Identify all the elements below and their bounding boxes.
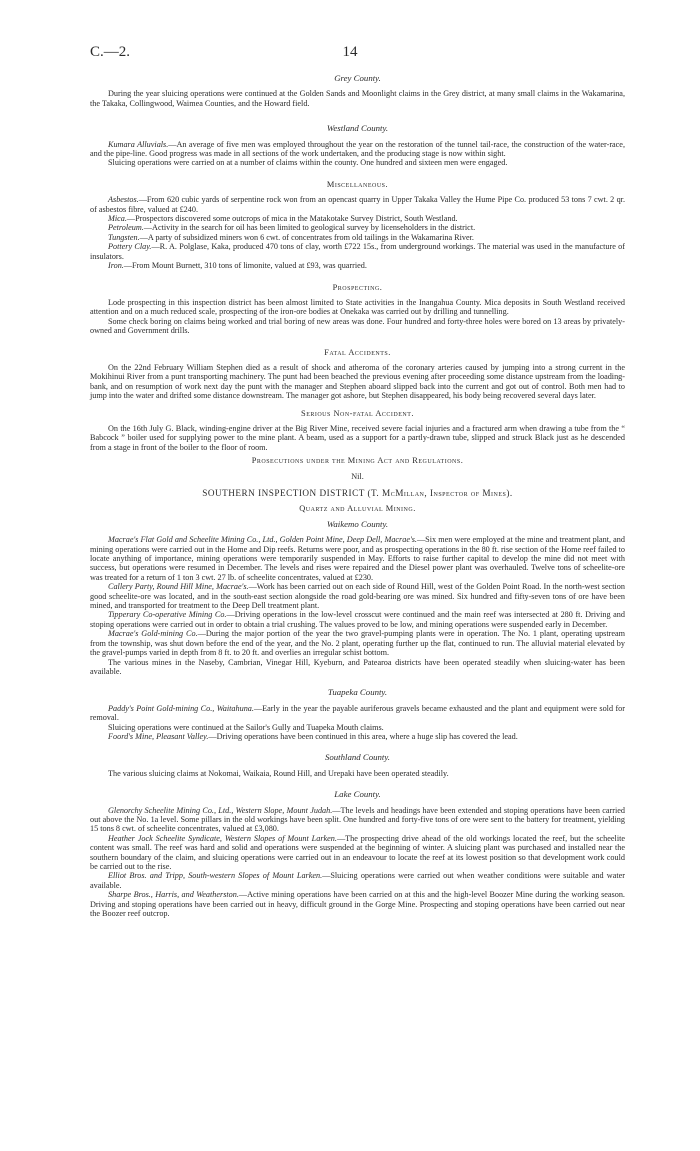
heading-tuapeka-county: Tuapeka County. [327,687,388,698]
paragraph: Sluicing operations were carried on at a number of claims within the county. One hundred and sixteen men were engaged. [108,158,508,168]
paragraph: Macrae's Gold-mining Co.—During the major portion of the year the two gravel-pumping plants were in operation. The No. 1 plant, operating upstream from the township, was shut down before the end of the year, and the No. 2 plant, operating further up the flat, continued to run. The alluvial material elevated by the gravel-pumps varied in depth from 8 ft. to 20 ft. and overlies an irregular schist bottom. [90,629,625,658]
heading-southland-county: Southland County. [324,752,390,763]
paragraph: Iron.—From Mount Burnett, 310 tons of limonite, valued at £93, was quarried. [108,261,367,271]
paragraph: Kumara Alluvials.—An average of five men was employed throughout the year on the restoration of the tunnel tail-race, the construction of the water-race, and the pipe-line. Good progress was made in all sections of the work undertaken, and the producing stage is now within sight. [90,139,625,159]
paragraph: Lode prospecting in this inspection district has been almost limited to State activities in the Inangahua County. Mica deposits in South Westland received attention and on a much reduced scale, prospecting of the iron-ore bodies at Onekaka was carried out by drilling and tunnelling. [90,297,625,317]
paragraph: Petroleum.—Activity in the search for oil has been limited to geological survey by licenseholders in the district. [108,223,476,233]
paragraph: Macrae's Flat Gold and Scheelite Mining Co., Ltd., Golden Point Mine, Deep Dell, Macrae's.—Six men were employed at the mine and treatment plant, and mining operations were carried out in the Home and Dip reefs. Returns were poor, and as prospecting operations in the 80 ft. rise section of the Home reef failed to locate anything of importance, mining operations were temporarily suspended in May. Efforts to raise further capital to develop the mine did not meet with success, but operations were resumed in December. The levels and rises were repaired and the Diesel power plant was overhauled. Twelve tons of scheelite-ore was treated for a return of 1 ton 3 cwt. 27 lb. of scheelite concentrates, valued at £230. [90,535,625,582]
paragraph: Paddy's Point Gold-mining Co., Waitahuna.—Early in the year the payable auriferous gravels became exhausted and the plant and equipment were sold for removal. [90,703,625,723]
paragraph: The various mines in the Naseby, Cambrian, Vinegar Hill, Kyeburn, and Patearoa districts have been operated steadily when sluicing-water has been available. [90,657,625,676]
paragraph: Sluicing operations were continued at the Sailor's Gully and Tuapeka Mouth claims. [108,722,384,732]
heading-grey-county: Grey County. [334,73,381,83]
paragraph: Elliot Bros. and Tripp, South-western Slopes of Mount Larken.—Sluicing operations were carried out when weather conditions were suitable and water available. [90,871,625,890]
paragraph: On the 22nd February William Stephen died as a result of shock and atheroma of the coronary arteries caused by jumping into a strong current in the Mokihinui River from a punt transporting machinery. The punt had been beached the previous evening after proceeding some distance upstream from the loading-bank, and on resumption of work next day the punt with the manager and Stephen aboard slipped back into the current and got out of control. Both men had to jump into the water and drifted some distance downstream. The manager got ashore, but Stephen disappeared, his body being recovered several days later. [90,362,625,401]
paragraph: Heather Jock Scheelite Syndicate, Western Slopes of Mount Larken.—The prospecting drive ahead of the old workings located the reef, but the scheelite content was small. The reef was hard and solid and operations were suspended at the beginning of winter. A sluicing plant was purchased and installed near the southern boundary of the claim, and sluicing operations were carried out in an endeavour to locate the reef at its lowest position so that development work could be carried out to the rise. [90,833,626,871]
heading-prosecutions: Prosecutions under the Mining Act and Regulations. [251,456,464,466]
heading-lake-county: Lake County. [334,789,381,800]
paragraph: Pottery Clay.—R. A. Polglase, Kaka, produced 470 tons of clay, worth £722 15s., from underground workings. The material was used in the manufacture of insulators. [90,242,625,261]
paragraph: Tungsten.—A party of subsidized miners won 6 cwt. of concentrates from old tailings in the Wakamarina River. [108,232,474,242]
text-column [90,70,625,918]
paragraph: Asbestos.—From 620 cubic yards of serpentine rock won from an opencast quarry in Upper Takaka Valley the Hume Pipe Co. produced 53 tons 7 cwt. 2 qr. of asbestos fibre, valued at £240. [90,195,625,214]
paragraph: Some check boring on claims being worked and trial boring of new areas was done. Four hundred and forty-three holes were bored on 13 areas by privately-owned and Government drills. [90,316,625,336]
paragraph: The various sluicing claims at Nokomai, Waikaia, Round Hill, and Urepaki have been operated steadily. [108,768,449,778]
paragraph: Sharpe Bros., Harris, and Weatherston.—Active mining operations have been carried on at this and the high-level Boozer Mine during the working season. Driving and stoping operations have been carried out in heavy, difficult ground in the Gorge Mine. Prospecting and stoping operations have been carried out near the Boozer reef outcrop. [90,890,625,919]
document-code: C.—2. [90,44,131,60]
heading-miscellaneous: Miscellaneous. [326,179,389,189]
heading-quartz-alluvial: Quartz and Alluvial Mining. [299,504,416,514]
paragraph: Mica.—Prospectors discovered some outcrops of mica in the Matakotake Survey District, South Westland. [108,214,458,224]
heading-southern-district: SOUTHERN INSPECTION DISTRICT (T. McMillan, Inspector of Mines). [202,488,513,498]
paragraph: Tipperary Co-operative Mining Co.—Driving operations in the low-level crosscut were continued and the main reef was intersected at 280 ft. Driving and stoping operations were carried out in order to obtain a trial crushing. The values proved to be low, and mining operations were suspended early in December. [90,610,625,629]
paragraph: Glenorchy Scheelite Mining Co., Ltd., Western Slope, Mount Judah.—The levels and headings have been extended and stoping operations have been carried out above the No. 1a level. Some pillars in the old workings have been split. One hundred and forty-five tons of ore were sent to the battery for treatment, yielding 15 tons 8 cwt. of scheelite concentrates, valued at £3,080. [90,805,625,834]
heading-prospecting: Prospecting. [332,282,383,292]
heading-westland-county: Westland County. [326,123,389,134]
paragraph: Foord's Mine, Pleasant Valley.—Driving operations have been continued in this area, where a huge slip has covered the lead. [108,731,518,741]
paragraph: On the 16th July G. Black, winding-engine driver at the Big River Mine, received severe facial injuries and a fractured arm when drawing a tube from the “ Babcock ” boiler used for supplying power to the mine plant. A beam, used as a support for a partly-drawn tube, slipped and struck Black just as he descended from a stage in front of the boiler to the floor of room. [90,423,625,452]
paragraph: During the year sluicing operations were continued at the Golden Sands and Moonlight claims in the Grey district, at many small claims in the Wakamarina, the Takaka, Collingwood, Waimea Counties, and the Howard field. [90,89,625,108]
page-number: 14 [342,44,358,60]
heading-serious-nonfatal-accident: Serious Non-fatal Accident. [301,408,414,418]
heading-waikemo-county: Waikemo County. [326,518,389,529]
paragraph: Callery Party, Round Hill Mine, Macrae's.—Work has been carried out on each side of Round Hill, west of the Golden Point Road. In the north-west section good scheelite-ore was located, and in the south-east section alongside the road gold-bearing ore was mined. Six hundred and fifty-seven tons of ore have been mined, and transported for treatment to the Deep Dell treatment plant. [90,582,625,611]
heading-fatal-accidents: Fatal Accidents. [324,347,391,357]
prosecutions-value: Nil. [351,471,364,481]
